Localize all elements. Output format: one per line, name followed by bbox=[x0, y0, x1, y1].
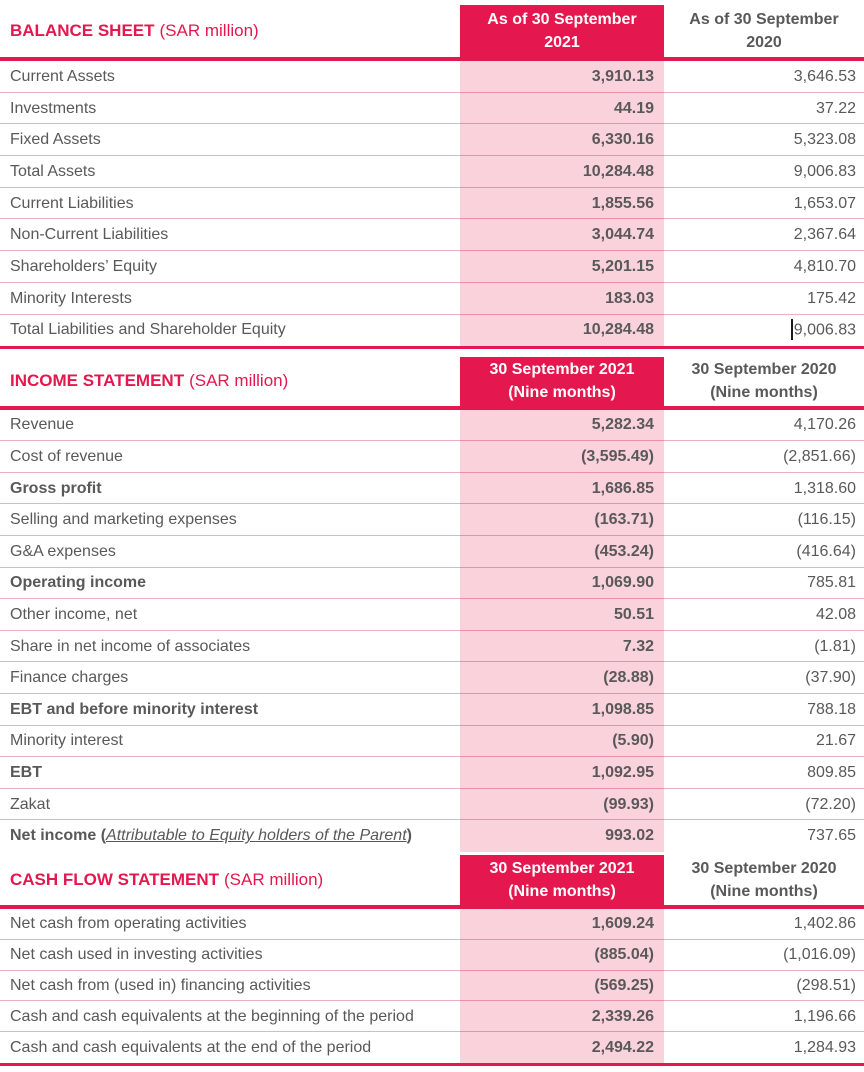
value-2021: 10,284.48 bbox=[460, 315, 664, 347]
row-label: Net cash from (used in) financing activities bbox=[10, 976, 311, 994]
table-row bbox=[0, 504, 864, 536]
table-row bbox=[0, 909, 864, 940]
value-2021: 7.32 bbox=[460, 631, 664, 663]
row-label: Total Assets bbox=[10, 162, 96, 180]
table-row bbox=[0, 473, 864, 505]
value-2021: 44.19 bbox=[460, 93, 664, 125]
row-label: Other income, net bbox=[10, 606, 138, 624]
value-2021: 6,330.16 bbox=[460, 124, 664, 156]
section-unit: (SAR million) bbox=[159, 21, 259, 40]
table-bottom-divider bbox=[0, 1063, 864, 1066]
row-label: Cash and cash equivalents at the end of the period bbox=[10, 1038, 372, 1056]
section-title: BALANCE SHEET bbox=[10, 21, 155, 40]
value-2020: (72.20) bbox=[805, 795, 856, 813]
cash-flow-title bbox=[0, 855, 460, 905]
value-2021: (453.24) bbox=[460, 536, 664, 568]
table-row bbox=[0, 188, 864, 220]
income-statement-section bbox=[0, 357, 864, 852]
value-2020: (2,851.66) bbox=[783, 448, 856, 466]
value-2021: (3,595.49) bbox=[460, 441, 664, 473]
section-unit: (SAR million) bbox=[224, 870, 324, 889]
value-2021: 5,201.15 bbox=[460, 251, 664, 283]
row-label: Cost of revenue bbox=[10, 448, 123, 466]
column-header-2021 bbox=[460, 5, 664, 57]
value-2021: 1,069.90 bbox=[460, 568, 664, 600]
value-2020: 5,323.08 bbox=[793, 131, 856, 149]
value-2020: (416.64) bbox=[796, 542, 856, 560]
value-2021: 1,855.56 bbox=[460, 188, 664, 220]
row-label: EBT and before minority interest bbox=[10, 700, 259, 718]
cash-flow-rows bbox=[0, 909, 864, 1063]
table-row bbox=[0, 1001, 864, 1032]
balance-sheet-title bbox=[0, 5, 460, 57]
table-bottom-divider bbox=[0, 346, 864, 349]
value-2021: (163.71) bbox=[460, 504, 664, 536]
row-label: Current Liabilities bbox=[10, 194, 134, 212]
value-2021: 1,098.85 bbox=[460, 694, 664, 726]
table-row bbox=[0, 156, 864, 188]
row-label: EBT bbox=[10, 764, 42, 782]
table-row bbox=[0, 726, 864, 758]
value-2021: 993.02 bbox=[460, 820, 664, 852]
table-row bbox=[0, 568, 864, 600]
column-header-2021-line2: (Nine months) bbox=[508, 384, 616, 402]
value-2020: 1,318.60 bbox=[793, 479, 856, 497]
value-2021: 2,339.26 bbox=[460, 1001, 664, 1032]
row-label: G&A expenses bbox=[10, 542, 116, 560]
column-header-2021-line1: 30 September 2021 bbox=[489, 860, 635, 877]
value-2020: 737.65 bbox=[807, 827, 856, 845]
balance-sheet-rows bbox=[0, 61, 864, 346]
column-header-2021-line1: As of 30 September bbox=[487, 11, 637, 28]
value-2020: (1.81) bbox=[814, 637, 856, 655]
value-2020: 1,284.93 bbox=[793, 1038, 856, 1056]
value-2021: 3,910.13 bbox=[460, 61, 664, 93]
table-row bbox=[0, 536, 864, 568]
value-2020: 4,810.70 bbox=[793, 257, 856, 275]
value-2020: 1,196.66 bbox=[793, 1007, 856, 1025]
table-row bbox=[0, 61, 864, 93]
value-2021: 183.03 bbox=[460, 283, 664, 315]
row-label: Zakat bbox=[10, 795, 51, 813]
table-row bbox=[0, 789, 864, 821]
table-row bbox=[0, 662, 864, 694]
value-2021: 2,494.22 bbox=[460, 1032, 664, 1063]
value-2020: (37.90) bbox=[805, 669, 856, 687]
value-2020: (1,016.09) bbox=[783, 946, 856, 964]
value-2021: (28.88) bbox=[460, 662, 664, 694]
balance-sheet-section bbox=[0, 5, 864, 349]
value-2020: 9,006.83 bbox=[793, 162, 856, 180]
value-2020: (116.15) bbox=[797, 511, 856, 529]
value-2020: 1,653.07 bbox=[793, 194, 856, 212]
row-label: Current Assets bbox=[10, 67, 115, 85]
income-statement-title bbox=[0, 357, 460, 406]
value-2020: 42.08 bbox=[815, 606, 856, 624]
table-row bbox=[0, 219, 864, 251]
text-cursor bbox=[791, 319, 793, 340]
row-label: Net cash used in investing activities bbox=[10, 946, 263, 964]
row-label: Total Liabilities and Shareholder Equity bbox=[10, 321, 286, 339]
cash-flow-header-row bbox=[0, 855, 864, 905]
row-label: Selling and marketing expenses bbox=[10, 511, 237, 529]
section-unit: (SAR million) bbox=[189, 371, 289, 391]
table-row bbox=[0, 315, 864, 347]
column-header-2020 bbox=[664, 5, 864, 57]
balance-sheet-header-row bbox=[0, 5, 864, 57]
table-row bbox=[0, 631, 864, 663]
table-row bbox=[0, 971, 864, 1002]
row-label: Fixed Assets bbox=[10, 131, 101, 149]
table-row bbox=[0, 694, 864, 726]
value-2021: 50.51 bbox=[460, 599, 664, 631]
table-row bbox=[0, 410, 864, 442]
table-row bbox=[0, 93, 864, 125]
cash-flow-statement-section bbox=[0, 855, 864, 1066]
table-row bbox=[0, 940, 864, 971]
income-statement-header-row bbox=[0, 357, 864, 406]
value-2021: 5,282.34 bbox=[460, 410, 664, 442]
value-2021: (885.04) bbox=[460, 940, 664, 971]
row-label: Net cash from operating activities bbox=[10, 915, 247, 933]
value-2021: (99.93) bbox=[460, 789, 664, 821]
value-2020: 175.42 bbox=[807, 289, 856, 307]
row-label: Finance charges bbox=[10, 669, 129, 687]
row-label: Net income (Attributable to Equity holders of the Parent) bbox=[10, 827, 412, 845]
value-2020: 37.22 bbox=[815, 99, 856, 117]
value-2020: (298.51) bbox=[796, 976, 856, 994]
row-label: Gross profit bbox=[10, 479, 102, 497]
row-label: Cash and cash equivalents at the beginning of the period bbox=[10, 1007, 414, 1025]
value-2020: 788.18 bbox=[807, 700, 856, 718]
row-label: Share in net income of associates bbox=[10, 637, 251, 655]
column-header-2021 bbox=[460, 357, 664, 406]
value-2021: 1,686.85 bbox=[460, 473, 664, 505]
table-row bbox=[0, 820, 864, 852]
column-header-2020-line1: 30 September 2020 bbox=[691, 361, 837, 379]
value-2021: 3,044.74 bbox=[460, 219, 664, 251]
row-label: Minority interest bbox=[10, 732, 123, 750]
table-row bbox=[0, 441, 864, 473]
value-2020: 1,402.86 bbox=[793, 915, 856, 933]
row-label: Operating income bbox=[10, 574, 147, 592]
column-header-2021-line2: 2021 bbox=[544, 34, 580, 51]
column-header-2020 bbox=[664, 855, 864, 905]
value-2020: 785.81 bbox=[807, 574, 856, 592]
income-statement-rows bbox=[0, 410, 864, 852]
section-title: INCOME STATEMENT bbox=[10, 371, 185, 391]
table-row bbox=[0, 757, 864, 789]
value-2021: 1,609.24 bbox=[460, 909, 664, 940]
row-label: Minority Interests bbox=[10, 289, 132, 307]
table-row bbox=[0, 1032, 864, 1063]
value-2021: (569.25) bbox=[460, 971, 664, 1002]
column-header-2020-line2: (Nine months) bbox=[710, 384, 818, 402]
value-2021: 10,284.48 bbox=[460, 156, 664, 188]
value-2021: 1,092.95 bbox=[460, 757, 664, 789]
column-header-2021 bbox=[460, 855, 664, 905]
column-header-2020-line2: (Nine months) bbox=[710, 883, 818, 900]
row-label: Revenue bbox=[10, 416, 75, 434]
value-2020: 4,170.26 bbox=[793, 416, 856, 434]
table-row bbox=[0, 124, 864, 156]
value-2020: 809.85 bbox=[807, 764, 856, 782]
row-label: Investments bbox=[10, 99, 97, 117]
section-title: CASH FLOW STATEMENT bbox=[10, 870, 220, 889]
value-2020: 9,006.83 bbox=[664, 319, 864, 342]
value-2020: 21.67 bbox=[815, 732, 856, 750]
value-2021: (5.90) bbox=[460, 726, 664, 758]
column-header-2020-line1: 30 September 2020 bbox=[691, 860, 837, 877]
table-row bbox=[0, 599, 864, 631]
column-header-2020 bbox=[664, 357, 864, 406]
column-header-2020-line2: 2020 bbox=[746, 34, 782, 51]
row-label: Shareholders’ Equity bbox=[10, 257, 158, 275]
column-header-2021-line2: (Nine months) bbox=[508, 883, 616, 900]
row-label: Non-Current Liabilities bbox=[10, 226, 169, 244]
table-row bbox=[0, 283, 864, 315]
column-header-2021-line1: 30 September 2021 bbox=[489, 361, 635, 379]
table-row bbox=[0, 251, 864, 283]
column-header-2020-line1: As of 30 September bbox=[689, 11, 839, 28]
value-2020: 3,646.53 bbox=[793, 67, 856, 85]
value-2020: 2,367.64 bbox=[793, 226, 856, 244]
